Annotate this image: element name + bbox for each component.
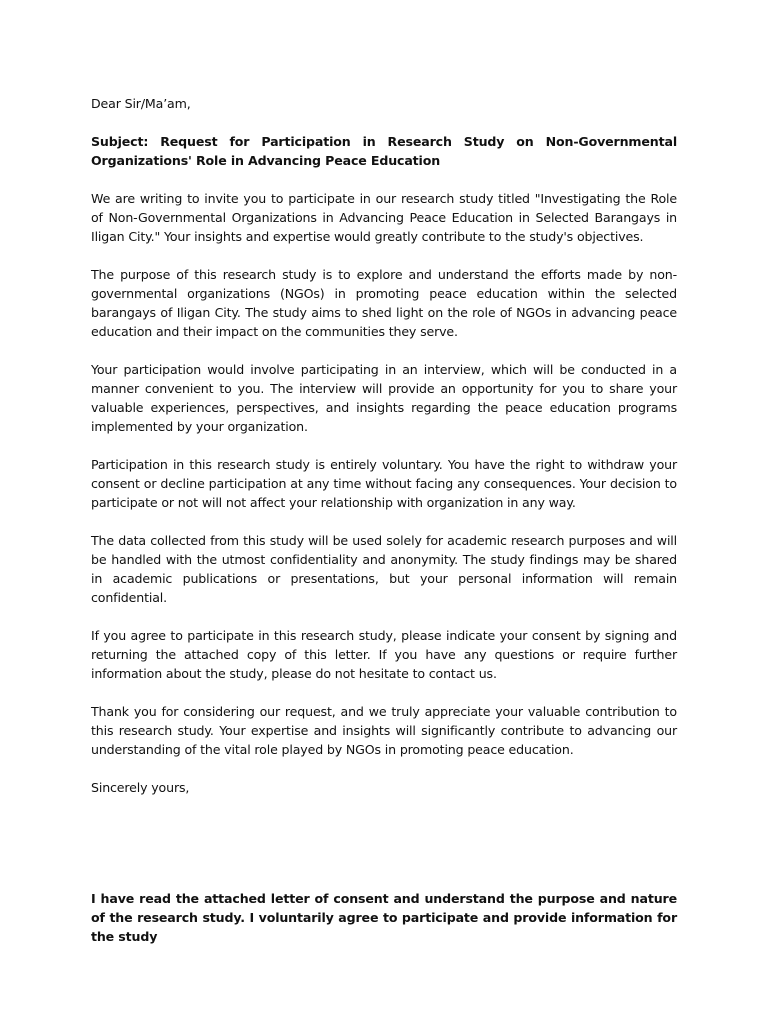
paragraph-thanks: Thank you for considering our request, and we truly appreciate your valuable contribution to this research study. Your expertise and insights will significantly contribute to advancing our understanding of the vital role played by NGOs in promoting peace education. xyxy=(91,704,677,757)
paragraph-purpose: The purpose of this research study is to explore and understand the efforts made by non-governmental organizations (NGOs) in promoting peace education within the selected barangays of Iligan City. The study aims to shed light on the role of NGOs in advancing peace education and their impact on the communities they serve. xyxy=(91,267,677,339)
salutation: Dear Sir/Ma’am, xyxy=(91,96,191,111)
letter-body xyxy=(91,94,677,797)
closing: Sincerely yours, xyxy=(91,780,190,795)
consent-statement: I have read the attached letter of consent and understand the purpose and nature of the research study. I voluntarily agree to participate and provide information for the study xyxy=(91,891,677,944)
paragraph-voluntary: Participation in this research study is entirely voluntary. You have the right to withdraw your consent or decline participation at any time without facing any consequences. Your decision to participate or not will not affect your relationship with organization in any way. xyxy=(91,457,677,510)
subject-line: Subject: Request for Participation in Research Study on Non-Governmental Organizations' Role in Advancing Peace Education xyxy=(91,134,677,168)
paragraph-participation: Your participation would involve participating in an interview, which will be conducted in a manner convenient to you. The interview will provide an opportunity for you to share your valuable experiences, perspectives, and insights regarding the peace education programs implemented by your organization. xyxy=(91,362,677,434)
paragraph-consent-instructions: If you agree to participate in this research study, please indicate your consent by signing and returning the attached copy of this letter. If you have any questions or require further information about the study, please do not hesitate to contact us. xyxy=(91,628,677,681)
paragraph-confidentiality: The data collected from this study will be used solely for academic research purposes and will be handled with the utmost confidentiality and anonymity. The study findings may be shared in academic publications or presentations, but your personal information will remain confidential. xyxy=(91,533,677,605)
paragraph-invitation: We are writing to invite you to participate in our research study titled "Investigating the Role of Non-Governmental Organizations in Advancing Peace Education in Selected Barangays in Iligan City." Your insights and expertise would greatly contribute to the study's objectives. xyxy=(91,191,677,244)
